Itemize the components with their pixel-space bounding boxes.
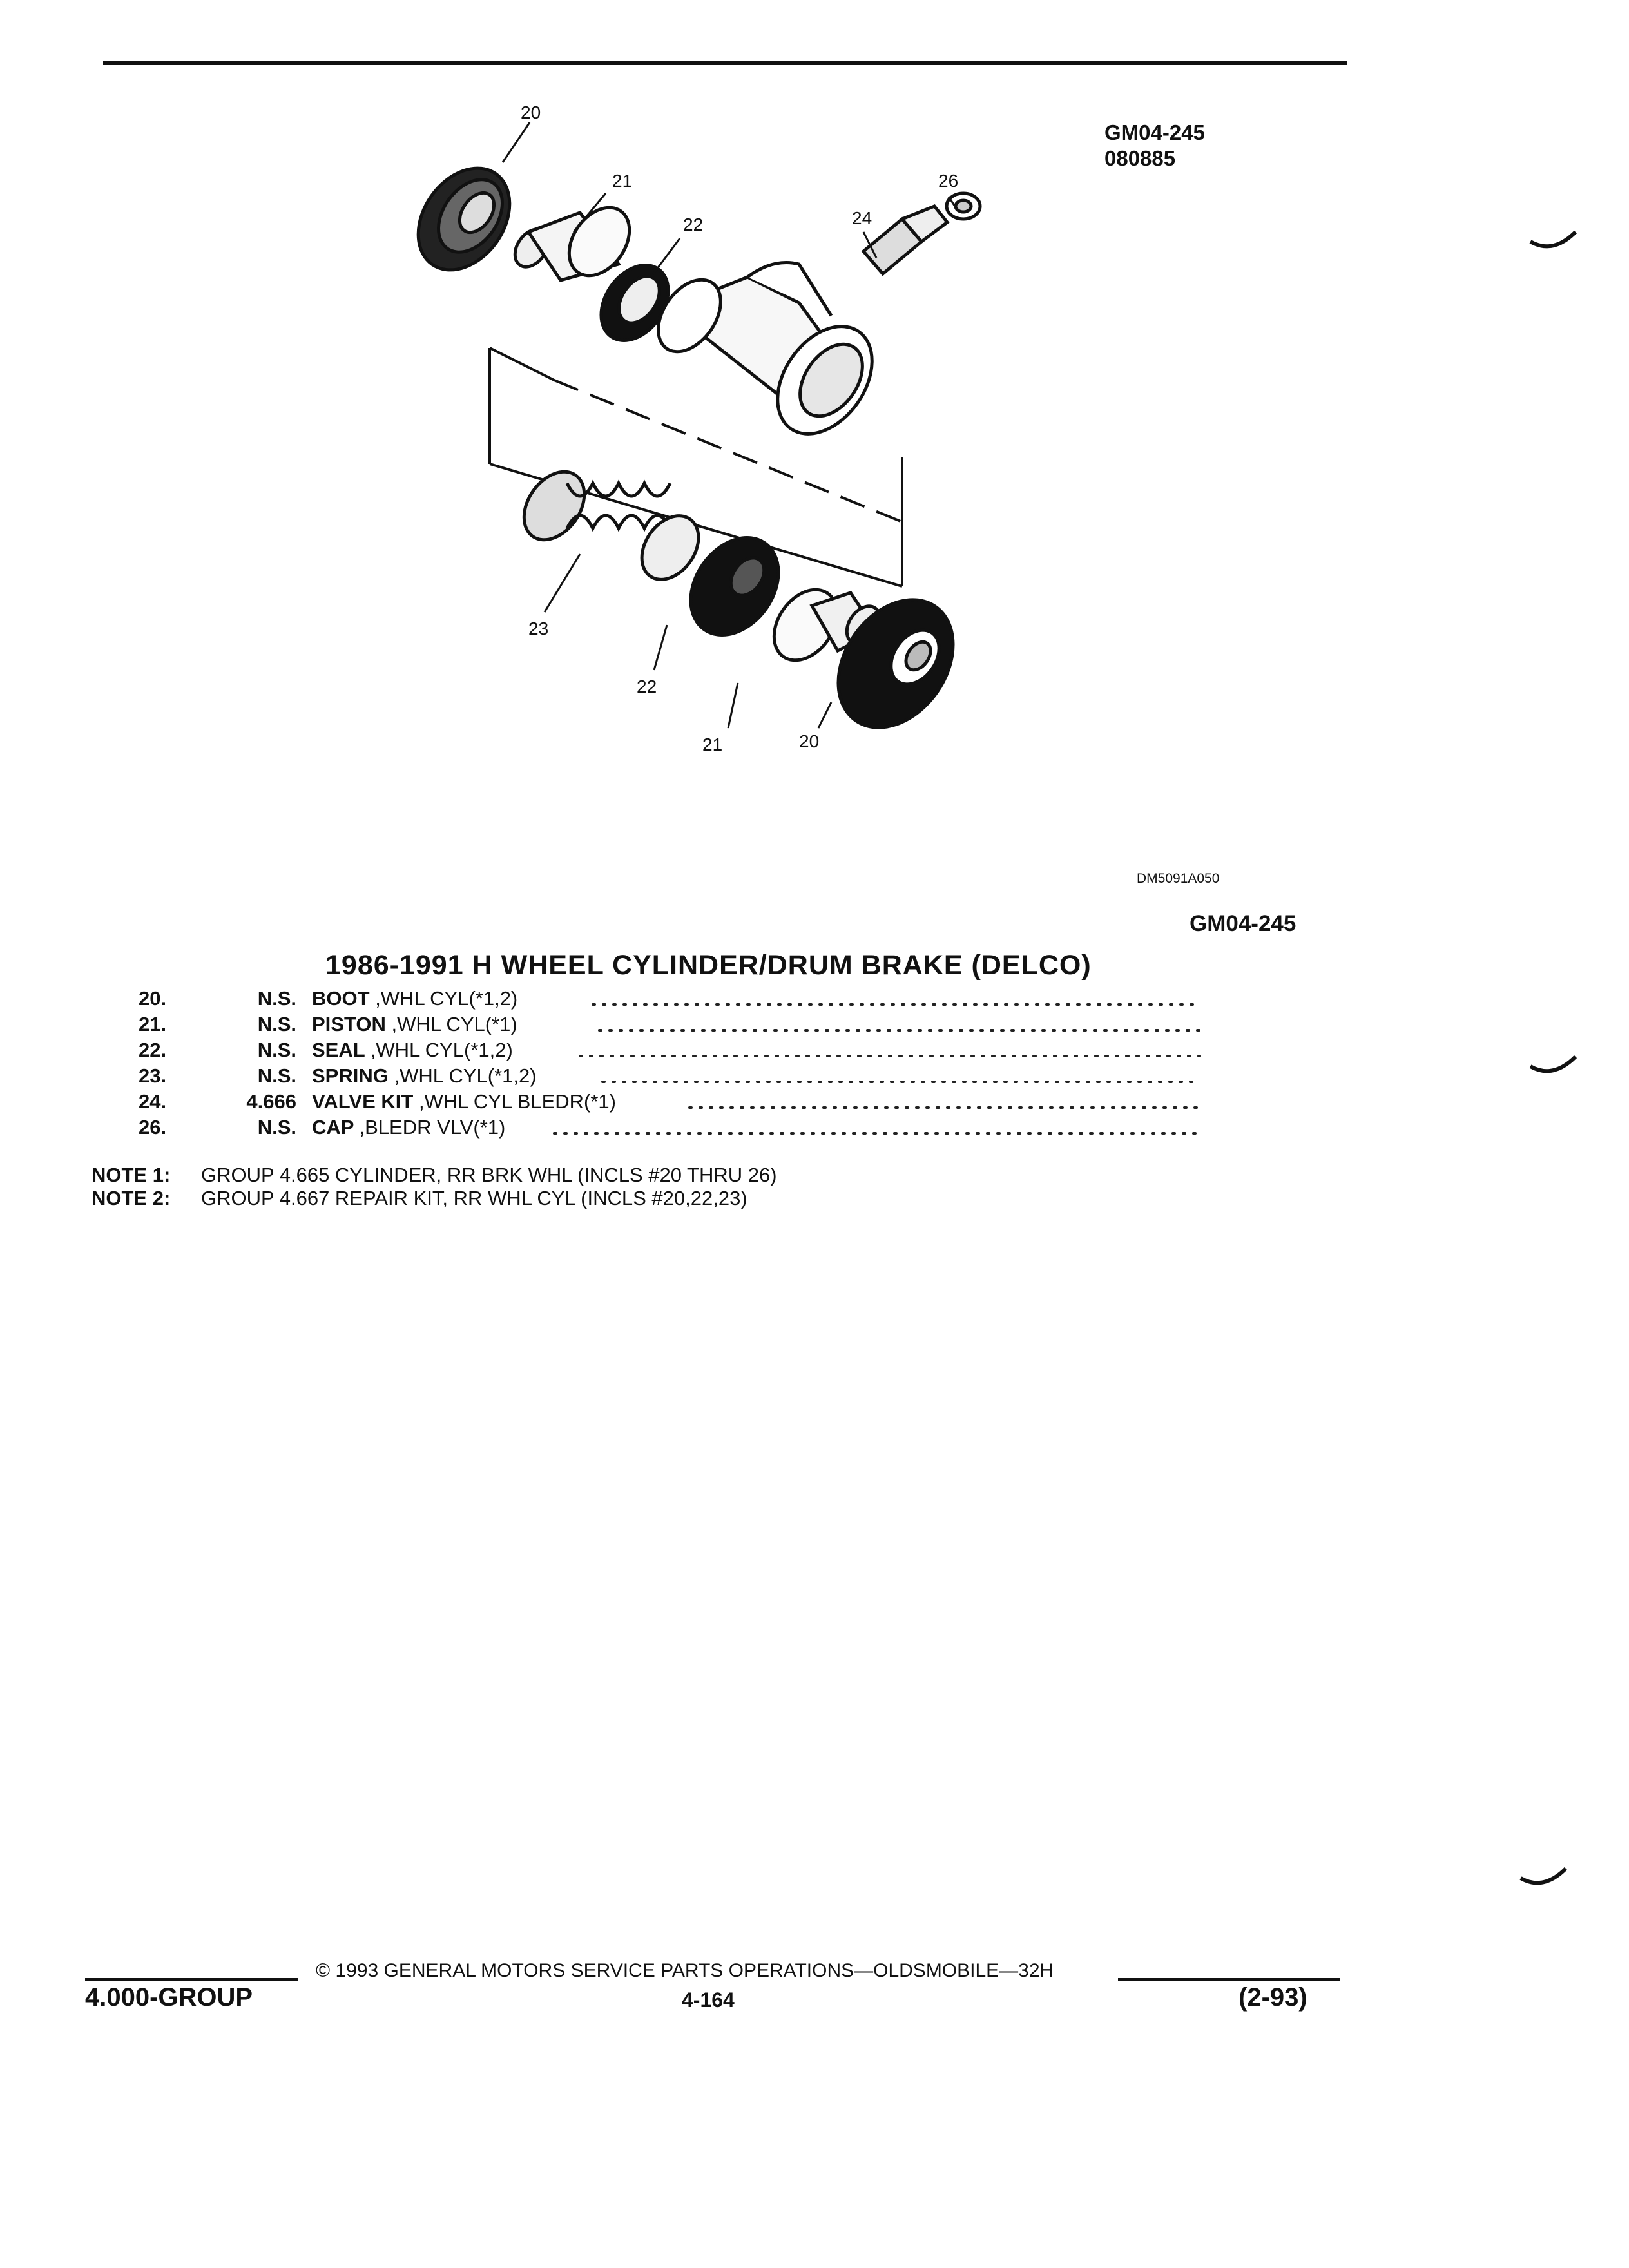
note-1 — [92, 1164, 777, 1187]
note-text: GROUP 4.665 CYLINDER, RR BRK WHL (INCLS #20 THRU 26) — [201, 1164, 777, 1186]
note-label: NOTE 1: — [92, 1164, 171, 1186]
part-name: VALVE KIT — [312, 1090, 414, 1113]
footer-rule-right — [1118, 1978, 1340, 1981]
note-label: NOTE 2: — [92, 1187, 171, 1209]
part-number: 26. — [139, 1116, 167, 1139]
header-code-text: GM04-245 — [1104, 120, 1205, 144]
page-title: 1986-1991 H WHEEL CYLINDER/DRUM BRAKE (DELCO) — [325, 950, 1092, 981]
part-desc: ,WHL CYL BLEDR(*1) — [418, 1090, 616, 1113]
header-date-text: 080885 — [1104, 146, 1176, 170]
copyright-line: © 1993 GENERAL MOTORS SERVICE PARTS OPERATIONS—OLDSMOBILE—32H — [316, 1960, 1054, 1981]
boot-top — [400, 151, 528, 287]
bleeder-cap — [947, 193, 980, 219]
note-text: GROUP 4.667 REPAIR KIT, RR WHL CYL (INCLS #20,22,23) — [201, 1187, 747, 1209]
callout-24: 24 — [852, 208, 872, 228]
part-number: 24. — [139, 1090, 167, 1113]
group-label: 4.000-GROUP — [85, 1983, 253, 2012]
part-number: 22. — [139, 1039, 167, 1061]
part-name: PISTON — [312, 1013, 386, 1035]
part-name: BOOT — [312, 987, 370, 1010]
part-group-code: N.S. — [257, 1116, 296, 1139]
part-desc: ,WHL CYL(*1,2) — [375, 987, 518, 1010]
part-group-code: N.S. — [257, 1064, 296, 1087]
callout-22-bottom: 22 — [637, 677, 657, 697]
section-code: GM04-245 — [1190, 911, 1296, 936]
revision-date: (2-93) — [1239, 1983, 1307, 2012]
binder-mark — [1527, 226, 1579, 258]
part-desc: ,WHL CYL(*1,2) — [370, 1039, 513, 1061]
bleeder-valve — [863, 206, 947, 274]
callout-22-top: 22 — [683, 215, 704, 235]
part-number: 21. — [139, 1013, 167, 1035]
part-name: CAP — [312, 1116, 354, 1139]
cylinder-body — [646, 263, 892, 452]
callout-20-bottom: 20 — [799, 731, 820, 751]
callout-23: 23 — [528, 619, 549, 639]
part-desc: ,WHL CYL(*1,2) — [394, 1064, 537, 1087]
part-name: SPRING — [312, 1064, 389, 1087]
part-number: 20. — [139, 987, 167, 1010]
footer-rule-left — [85, 1978, 298, 1981]
parts-list — [0, 987, 1205, 1142]
top-rule — [103, 61, 1347, 65]
callout-21-bottom: 21 — [702, 735, 723, 754]
part-name: SEAL — [312, 1039, 365, 1061]
part-desc: ,BLEDR VLV(*1) — [359, 1116, 506, 1139]
spring — [512, 461, 710, 590]
part-group-code: N.S. — [257, 987, 296, 1010]
note-2 — [92, 1187, 747, 1210]
binder-mark — [1518, 1862, 1569, 1894]
part-number: 23. — [139, 1064, 167, 1087]
page-number: 4-164 — [682, 1988, 735, 2012]
callout-21-top: 21 — [612, 171, 633, 191]
part-group-code: N.S. — [257, 1013, 296, 1035]
callout-26: 26 — [938, 171, 959, 191]
part-group-code: 4.666 — [246, 1090, 296, 1113]
callout-20-top: 20 — [521, 103, 541, 122]
dot-leaders — [0, 987, 1205, 1142]
part-desc: ,WHL CYL(*1) — [391, 1013, 517, 1035]
binder-mark — [1527, 1050, 1579, 1082]
drawing-id: DM5091A050 — [1137, 871, 1220, 886]
exploded-view-illustration — [387, 103, 1031, 799]
header-code — [1104, 120, 1205, 171]
part-group-code: N.S. — [257, 1039, 296, 1061]
